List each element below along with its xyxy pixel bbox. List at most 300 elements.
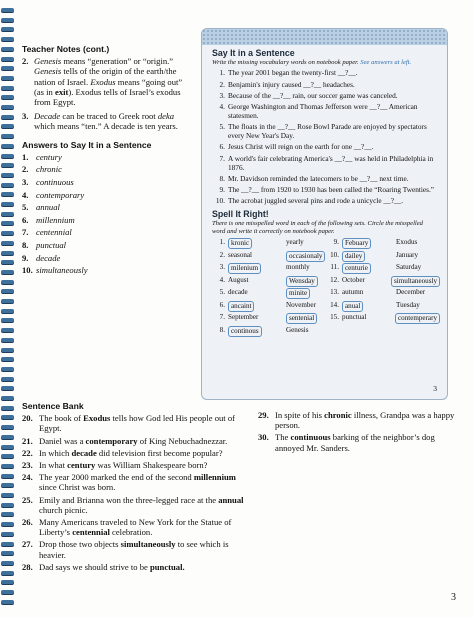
answer-number: 2. <box>22 164 29 175</box>
bold-word: century <box>67 460 96 471</box>
answer-word: century <box>36 151 62 162</box>
card-page-number: 3 <box>433 384 437 393</box>
spell-number <box>270 276 286 287</box>
spell-cell <box>270 288 326 299</box>
say-it-item <box>212 197 437 206</box>
spell-number: 3. <box>219 263 225 272</box>
spiral-coil <box>1 47 14 51</box>
spell-cell <box>212 301 270 312</box>
bold-word: exit <box>55 86 69 97</box>
spell-cell <box>326 326 380 337</box>
spiral-coil <box>1 260 14 264</box>
spell-cell <box>326 238 380 249</box>
bold-word: annual <box>218 494 244 505</box>
spiral-coil <box>1 522 14 526</box>
say-it-heading: Say It in a Sentence <box>212 48 295 58</box>
sentence-number: 22. <box>22 447 33 458</box>
text-run: barking of the neighbor’s dog annoyed Mr. Sanders. <box>275 432 435 453</box>
spell-number: 9. <box>333 238 339 247</box>
spiral-coil <box>1 542 14 546</box>
spiral-coil <box>1 386 14 390</box>
misspelled-word: minite <box>286 288 310 299</box>
spell-cell <box>326 301 380 312</box>
say-it-text: The year 2001 began the twenty-first __?__. <box>228 68 358 78</box>
sentence-text <box>39 460 207 470</box>
spell-cell <box>380 288 440 299</box>
answer-word: contemporary <box>36 189 85 200</box>
say-it-number: 1. <box>219 68 225 78</box>
spiral-coil <box>1 212 14 216</box>
spell-number <box>270 251 286 262</box>
misspelled-word: centurie <box>342 263 371 274</box>
spell-cell <box>212 288 270 299</box>
italic-word: Genesis <box>34 66 62 77</box>
say-it-text: A world's fair celebrating America's __?__ was held in Philadelphia in 1876. <box>228 153 434 172</box>
text-run: The year 2000 marked the end of the second <box>39 472 194 483</box>
text-run: of King Nebuchadnezzar. <box>137 435 228 446</box>
spiral-coil <box>1 8 14 12</box>
text-run: can be traced to Greek root <box>60 111 158 122</box>
teacher-notes-heading: Teacher Notes (cont.) <box>22 44 110 54</box>
say-it-text: Because of the __?__ rain, our soccer game was canceled. <box>228 90 398 100</box>
bold-word: contemporary <box>85 435 138 446</box>
spell-word: January <box>396 250 419 259</box>
spell-cell <box>380 276 440 287</box>
spell-word: decade <box>228 288 248 297</box>
bold-word: millennium <box>193 472 236 483</box>
spell-word: seasonal <box>228 250 253 259</box>
spell-cell <box>270 238 326 249</box>
answer-item <box>22 240 194 253</box>
sentence-text <box>275 432 458 452</box>
text-run: church picnic. <box>39 504 88 515</box>
sentence-number: 30. <box>258 432 269 443</box>
answer-item <box>22 265 194 278</box>
answer-word: simultaneously <box>36 265 88 276</box>
spell-number: 5. <box>219 288 225 297</box>
say-it-instruction-text: Write the missing vocabulary words on notebook paper. <box>212 58 359 66</box>
spiral-coil <box>1 551 14 555</box>
spell-cell <box>270 326 326 337</box>
spell-number: 2. <box>219 250 225 259</box>
spiral-coil <box>1 483 14 487</box>
say-it-item <box>212 123 437 141</box>
spiral-coil <box>1 396 14 400</box>
sentence-bank-right <box>258 410 458 455</box>
spell-number <box>270 326 286 337</box>
bold-word: centennial <box>72 527 110 538</box>
spell-number <box>380 288 396 299</box>
bold-word: punctual. <box>150 561 185 572</box>
misspelled-word: sentenial <box>286 313 317 324</box>
spell-number <box>270 288 286 299</box>
answer-item <box>22 227 194 240</box>
bold-word: decade <box>71 447 97 458</box>
spiral-coil <box>1 454 14 458</box>
say-it-item <box>212 155 437 173</box>
spell-cell <box>212 251 270 262</box>
spell-number <box>380 263 396 274</box>
answer-word: centennial <box>36 227 72 238</box>
sentence-text <box>39 436 227 446</box>
spiral-coil <box>1 270 14 274</box>
spell-word: yearly <box>286 238 304 247</box>
spell-table <box>212 238 437 337</box>
spiral-coil <box>1 580 14 584</box>
spiral-coil <box>1 406 14 410</box>
sentence-item <box>258 410 458 430</box>
sentence-number: 24. <box>22 472 33 483</box>
text-run: was William Shakespeare born? <box>95 460 208 471</box>
note-text <box>34 111 194 131</box>
spell-number: 13. <box>330 288 339 297</box>
spell-cell <box>380 251 440 262</box>
sentence-text <box>39 539 252 559</box>
bold-word: continuous <box>290 432 331 443</box>
misspelled-word: contemperary <box>395 313 440 324</box>
answer-item <box>22 253 194 266</box>
spell-word: Saturday <box>396 263 422 272</box>
text-run: since Christ was born. <box>39 482 116 493</box>
spiral-coil <box>1 435 14 439</box>
sentence-number: 25. <box>22 494 33 505</box>
sentence-bank <box>22 401 252 574</box>
spell-cell <box>270 263 326 274</box>
spell-cell <box>270 301 326 312</box>
sentence-item <box>22 413 252 433</box>
say-it-number: 7. <box>219 153 225 163</box>
answer-item <box>22 215 194 228</box>
misspelled-word: milenium <box>228 263 261 274</box>
spiral-coil <box>1 154 14 158</box>
spiral-coil <box>1 231 14 235</box>
answer-number: 1. <box>22 151 29 162</box>
text-run: means “going out” (as in <box>34 76 183 97</box>
spell-number <box>270 313 286 324</box>
spell-number <box>380 276 391 287</box>
italic-word: Decade <box>34 111 61 122</box>
text-run: illness, Grandpa was a happy person. <box>275 410 455 431</box>
say-it-text: The __?__ from 1920 to 1930 has been called the “Roaring Twenties.” <box>228 185 435 195</box>
spell-number: 8. <box>219 325 225 334</box>
text-run: which means “ten.” A decade is ten years. <box>34 121 178 132</box>
spiral-coil <box>1 221 14 225</box>
text-run: In which <box>39 447 72 458</box>
text-run: In spite of his <box>275 410 325 420</box>
spell-cell <box>380 238 440 249</box>
spiral-coil <box>1 571 14 575</box>
spiral-coil <box>1 202 14 206</box>
sentence-bank-heading: Sentence Bank <box>22 401 84 411</box>
misspelled-word: ancaint <box>228 301 254 312</box>
say-it-item <box>212 143 437 152</box>
spiral-coil <box>1 289 14 293</box>
sentence-item <box>258 432 458 452</box>
text-run: Daniel was a <box>39 435 86 446</box>
sentence-text <box>39 472 252 492</box>
say-it-number: 8. <box>219 173 225 183</box>
spell-cell <box>270 276 326 287</box>
sentence-text <box>39 413 252 433</box>
sentence-number: 21. <box>22 435 33 446</box>
answer-number: 8. <box>22 239 29 250</box>
spiral-coil <box>1 183 14 187</box>
spell-number <box>326 326 342 337</box>
text-run: did television first become popular? <box>96 447 223 458</box>
spiral-coil <box>1 377 14 381</box>
spiral-coil <box>1 105 14 109</box>
sentence-item <box>22 460 252 470</box>
say-it-item <box>212 175 437 184</box>
spell-cell <box>326 288 380 299</box>
answer-word: millennium <box>36 214 75 225</box>
spell-cell <box>326 263 380 274</box>
sentence-text <box>39 495 252 515</box>
spiral-coil <box>1 163 14 167</box>
text-run: Emily and Brianna won the three-legged race at the <box>39 494 219 505</box>
spiral-coil <box>1 425 14 429</box>
answer-item <box>22 190 194 203</box>
spiral-coil <box>1 415 14 419</box>
spell-number: 11. <box>330 263 339 272</box>
italic-word: Genesis <box>34 56 62 67</box>
spiral-coil <box>1 474 14 478</box>
say-it-text: Benjamin's injury caused __?__ headaches. <box>228 79 355 89</box>
misspelled-word: Febuary <box>342 238 371 249</box>
sentence-number: 27. <box>22 539 33 550</box>
answers-heading: Answers to Say It in a Sentence <box>22 139 152 150</box>
sentence-text <box>39 517 252 537</box>
say-it-text: Jesus Christ will reign on the earth for one __?__. <box>228 142 374 152</box>
answer-item <box>22 202 194 215</box>
answer-number: 7. <box>22 227 29 238</box>
answer-item <box>22 164 194 177</box>
spell-cell <box>380 263 440 274</box>
text-run: celebration. <box>109 527 153 538</box>
bold-word: Exodus <box>83 413 111 424</box>
say-it-item <box>212 92 437 101</box>
teacher-notes <box>22 44 194 278</box>
say-it-text: The floats in the __?__ Rose Bowl Parade are enjoyed by spectators every New Year's Day. <box>228 122 427 141</box>
spiral-coil <box>1 95 14 99</box>
say-it-item <box>212 186 437 195</box>
worksheet-card <box>201 28 448 400</box>
spell-cell <box>212 276 270 287</box>
spell-word: punctual <box>342 313 367 322</box>
spiral-coil <box>1 241 14 245</box>
spell-word: December <box>396 288 426 297</box>
spell-word: September <box>228 313 259 322</box>
spell-word: autumn <box>342 288 364 297</box>
say-it-text: George Washington and Thomas Jefferson were __?__ American statesmen. <box>228 102 418 121</box>
misspelled-word: Wensday <box>286 276 318 287</box>
misspelled-word: anual <box>342 301 363 312</box>
spell-number <box>380 251 396 262</box>
sentence-item <box>22 539 252 559</box>
teacher-note-item <box>22 56 194 107</box>
answer-item <box>22 152 194 165</box>
spiral-coil <box>1 192 14 196</box>
note-number: 3. <box>22 111 29 122</box>
spiral-binding <box>0 8 16 608</box>
spell-number <box>270 301 286 312</box>
spiral-coil <box>1 27 14 31</box>
spiral-coil <box>1 134 14 138</box>
spiral-coil <box>1 357 14 361</box>
spiral-coil <box>1 251 14 255</box>
text-run: ). Exodus tells of Israel’s exodus from Egypt. <box>34 86 181 108</box>
italic-word: deka <box>157 111 175 122</box>
spell-number: 4. <box>219 275 225 284</box>
spell-number: 14. <box>330 300 339 309</box>
text-run: means “generation” or “origin.” <box>61 56 174 67</box>
note-text <box>34 56 194 107</box>
spiral-coil <box>1 367 14 371</box>
spiral-coil <box>1 318 14 322</box>
spell-it-instructions: There is one misspelled word in each of the following sets. Circle the misspelled word and write it correctly on notebook paper. <box>212 220 423 235</box>
spiral-coil <box>1 493 14 497</box>
spell-cell <box>380 301 440 312</box>
spiral-coil <box>1 18 14 22</box>
sentence-item <box>22 562 252 572</box>
text-run: tells how God led His people out of Egypt. <box>39 413 235 434</box>
sentence-number: 23. <box>22 460 33 471</box>
answer-item <box>22 177 194 190</box>
text-run: Dad says we should strive to be <box>39 561 150 572</box>
spell-number: 1. <box>219 238 225 247</box>
spiral-coil <box>1 173 14 177</box>
spell-cell <box>270 313 326 324</box>
answer-word: chronic <box>36 164 62 175</box>
spell-word: August <box>228 275 249 284</box>
say-it-number: 10. <box>215 196 225 206</box>
note-number: 2. <box>22 56 29 67</box>
text-run: The <box>275 432 291 443</box>
spiral-coil <box>1 299 14 303</box>
sentence-item <box>22 517 252 537</box>
spell-word: Genesis <box>286 325 309 334</box>
spiral-coil <box>1 512 14 516</box>
sentence-number: 29. <box>258 410 269 420</box>
answer-word: annual <box>36 202 60 213</box>
spell-number <box>270 263 286 274</box>
answer-word: decade <box>36 252 61 263</box>
sentence-item <box>22 472 252 492</box>
page-number: 3 <box>451 592 456 603</box>
answer-word: punctual <box>36 239 67 250</box>
spell-word: monthly <box>286 263 310 272</box>
say-it-item <box>212 69 437 78</box>
misspelled-word: simultaneously <box>391 276 440 287</box>
answer-number: 4. <box>22 189 29 200</box>
spiral-coil <box>1 66 14 70</box>
spell-cell <box>326 276 380 287</box>
say-it-text: The acrobat juggled several pins and rode a unicycle __?__. <box>228 196 404 206</box>
spell-cell <box>212 263 270 274</box>
answer-word: continuous <box>36 177 74 188</box>
answer-number: 6. <box>22 214 29 225</box>
spell-cell <box>270 251 326 262</box>
spell-number: 12. <box>330 275 339 284</box>
spell-word: October <box>342 275 365 284</box>
answer-number: 10. <box>22 265 33 276</box>
spiral-coil <box>1 590 14 594</box>
sentence-number: 20. <box>22 413 33 424</box>
spiral-coil <box>1 309 14 313</box>
sentence-item <box>22 448 252 458</box>
bold-word: simultaneously <box>120 539 176 550</box>
spell-cell <box>212 313 270 324</box>
sentence-text <box>275 410 458 430</box>
spell-number: 15. <box>330 313 339 322</box>
spell-number <box>380 313 395 324</box>
say-it-number: 4. <box>219 102 225 112</box>
sentence-text <box>39 562 185 572</box>
spiral-coil <box>1 124 14 128</box>
say-it-number: 9. <box>219 185 225 195</box>
spell-cell <box>380 326 440 337</box>
text-run: Drop those two objects <box>39 539 121 550</box>
spiral-coil <box>1 115 14 119</box>
say-it-item <box>212 103 437 121</box>
spiral-coil <box>1 503 14 507</box>
spell-number <box>380 326 396 337</box>
spell-number: 6. <box>219 300 225 309</box>
sentence-number: 26. <box>22 517 33 528</box>
say-it-number: 2. <box>219 79 225 89</box>
sentence-number: 28. <box>22 561 33 572</box>
say-it-number: 5. <box>219 122 225 132</box>
spell-cell <box>212 238 270 249</box>
answer-number: 3. <box>22 177 29 188</box>
spell-cell <box>212 326 270 337</box>
spiral-coil <box>1 338 14 342</box>
text-run: In what <box>39 460 68 471</box>
spell-number <box>270 238 286 249</box>
spiral-coil <box>1 464 14 468</box>
teacher-note-item <box>22 111 194 131</box>
sentence-item <box>22 436 252 446</box>
spell-word: Exodus <box>396 238 418 247</box>
sentence-item <box>22 495 252 515</box>
sentence-text <box>39 448 223 458</box>
spell-word: Tuesday <box>396 300 420 309</box>
card-header-strip <box>202 29 447 45</box>
spell-word: November <box>286 300 316 309</box>
misspelled-word: dailey <box>342 251 365 262</box>
spiral-coil <box>1 445 14 449</box>
say-it-instructions <box>212 59 437 67</box>
spell-number <box>380 301 396 312</box>
spiral-coil <box>1 86 14 90</box>
spell-number: 7. <box>219 313 225 322</box>
spell-it-heading: Spell It Right! <box>212 209 269 220</box>
spiral-coil <box>1 76 14 80</box>
spiral-coil <box>1 328 14 332</box>
spell-cell <box>326 251 380 262</box>
spell-cell <box>326 313 380 324</box>
say-it-item <box>212 81 437 90</box>
spiral-coil <box>1 532 14 536</box>
spell-number: 10. <box>330 250 339 259</box>
spiral-coil <box>1 57 14 61</box>
italic-word: Exodus <box>90 76 116 87</box>
see-answers-link: See answers at left. <box>360 58 412 66</box>
spiral-coil <box>1 600 14 604</box>
spiral-coil <box>1 561 14 565</box>
say-it-number: 3. <box>219 90 225 100</box>
text-run: The book of <box>39 413 84 424</box>
